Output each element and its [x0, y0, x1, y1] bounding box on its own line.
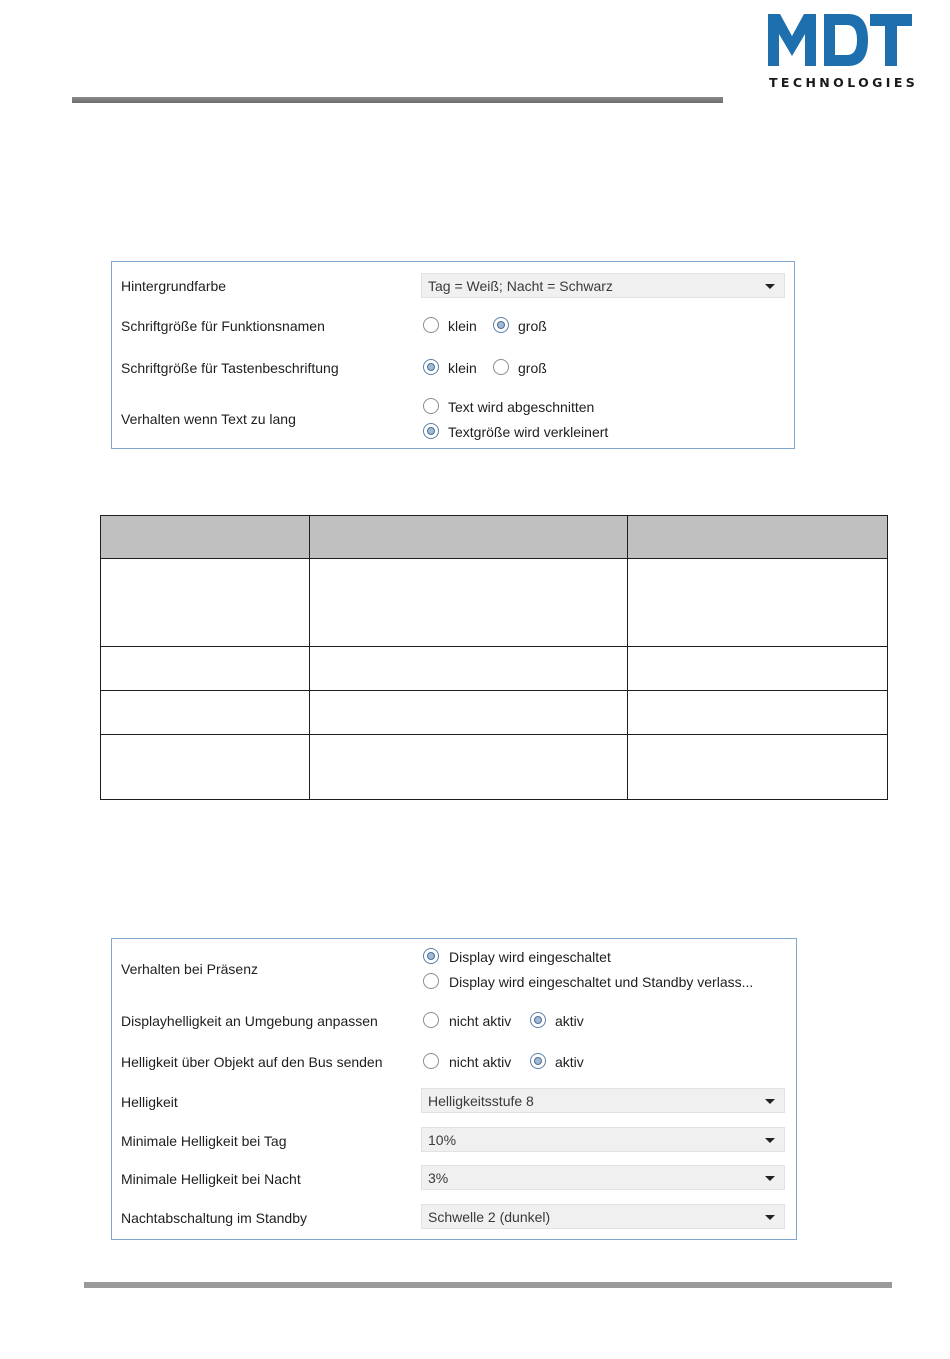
logo-subtitle: TECHNOLOGIES	[769, 75, 919, 90]
background-color-label: Hintergrundfarbe	[121, 278, 227, 294]
radio-label-shrunk: Textgröße wird verkleinert	[448, 424, 609, 440]
table-cell	[309, 647, 628, 691]
chevron-down-icon	[765, 1215, 775, 1220]
min-brightness-night-value: 3%	[428, 1170, 449, 1186]
table-header-cell	[628, 516, 888, 559]
radio-label-truncated: Text wird abgeschnitten	[448, 399, 595, 415]
background-color-select[interactable]	[421, 273, 785, 298]
radio-adapt-active[interactable]	[530, 1012, 546, 1028]
table-cell	[101, 735, 310, 800]
chevron-down-icon	[765, 284, 775, 289]
table-row	[101, 691, 888, 735]
chevron-down-icon	[765, 1099, 775, 1104]
radio-send-inactive[interactable]	[423, 1053, 439, 1069]
presence-behavior-label: Verhalten bei Präsenz	[121, 961, 258, 977]
table-cell	[628, 691, 888, 735]
text-too-long-label: Verhalten wenn Text zu lang	[121, 411, 296, 427]
table-row	[101, 647, 888, 691]
background-color-value: Tag = Weiß; Nacht = Schwarz	[428, 278, 613, 294]
send-brightness-label: Helligkeit über Objekt auf den Bus senden	[121, 1054, 383, 1070]
table-cell	[628, 647, 888, 691]
min-brightness-day-value: 10%	[428, 1132, 457, 1148]
font-size-function-names-label: Schriftgröße für Funktionsnamen	[121, 318, 325, 334]
table-cell	[309, 691, 628, 735]
table-cell	[101, 691, 310, 735]
table-row	[101, 735, 888, 800]
radio-function-names-large[interactable]	[493, 317, 509, 333]
table-header-row	[101, 516, 888, 559]
table-row	[101, 559, 888, 647]
table-cell	[101, 559, 310, 647]
radio-label-inactive: nicht aktiv	[449, 1013, 512, 1029]
mdt-logo	[768, 14, 912, 66]
radio-label-display-on: Display wird eingeschaltet	[449, 949, 611, 965]
radio-label-small: klein	[448, 360, 477, 376]
radio-label-active: aktiv	[555, 1054, 584, 1070]
chevron-down-icon	[765, 1138, 775, 1143]
night-shutdown-value: Schwelle 2 (dunkel)	[428, 1209, 551, 1225]
min-brightness-day-select[interactable]	[421, 1127, 785, 1152]
radio-label-inactive: nicht aktiv	[449, 1054, 512, 1070]
brightness-select[interactable]	[421, 1088, 785, 1113]
table-cell	[628, 559, 888, 647]
radio-label-large: groß	[518, 318, 547, 334]
radio-send-active[interactable]	[530, 1053, 546, 1069]
radio-button-labels-small[interactable]	[423, 359, 439, 375]
min-brightness-night-select[interactable]	[421, 1165, 785, 1190]
table-cell	[309, 559, 628, 647]
radio-text-shrunk[interactable]	[423, 423, 439, 439]
radio-label-large: groß	[518, 360, 547, 376]
radio-display-on-leave-standby[interactable]	[423, 973, 439, 989]
min-brightness-night-label: Minimale Helligkeit bei Nacht	[121, 1171, 301, 1187]
table-cell	[628, 735, 888, 800]
parameter-table	[100, 515, 888, 800]
table-cell	[309, 735, 628, 800]
radio-text-truncated[interactable]	[423, 398, 439, 414]
night-shutdown-label: Nachtabschaltung im Standby	[121, 1210, 307, 1226]
font-size-button-labels-label: Schriftgröße für Tastenbeschriftung	[121, 360, 339, 376]
radio-adapt-inactive[interactable]	[423, 1012, 439, 1028]
brightness-value: Helligkeitsstufe 8	[428, 1093, 534, 1109]
table-header-cell	[309, 516, 628, 559]
header-rule	[72, 97, 723, 103]
radio-function-names-small[interactable]	[423, 317, 439, 333]
adapt-brightness-label: Displayhelligkeit an Umgebung anpassen	[121, 1013, 378, 1029]
footer-rule	[84, 1282, 892, 1288]
radio-button-labels-large[interactable]	[493, 359, 509, 375]
radio-label-small: klein	[448, 318, 477, 334]
table-cell	[101, 647, 310, 691]
chevron-down-icon	[765, 1176, 775, 1181]
brightness-label: Helligkeit	[121, 1094, 178, 1110]
table-header-cell	[101, 516, 310, 559]
radio-label-active: aktiv	[555, 1013, 584, 1029]
radio-label-display-on-leave-standby: Display wird eingeschaltet und Standby verlass...	[449, 974, 754, 990]
night-shutdown-select[interactable]	[421, 1204, 785, 1229]
radio-display-on[interactable]	[423, 948, 439, 964]
min-brightness-day-label: Minimale Helligkeit bei Tag	[121, 1133, 287, 1149]
